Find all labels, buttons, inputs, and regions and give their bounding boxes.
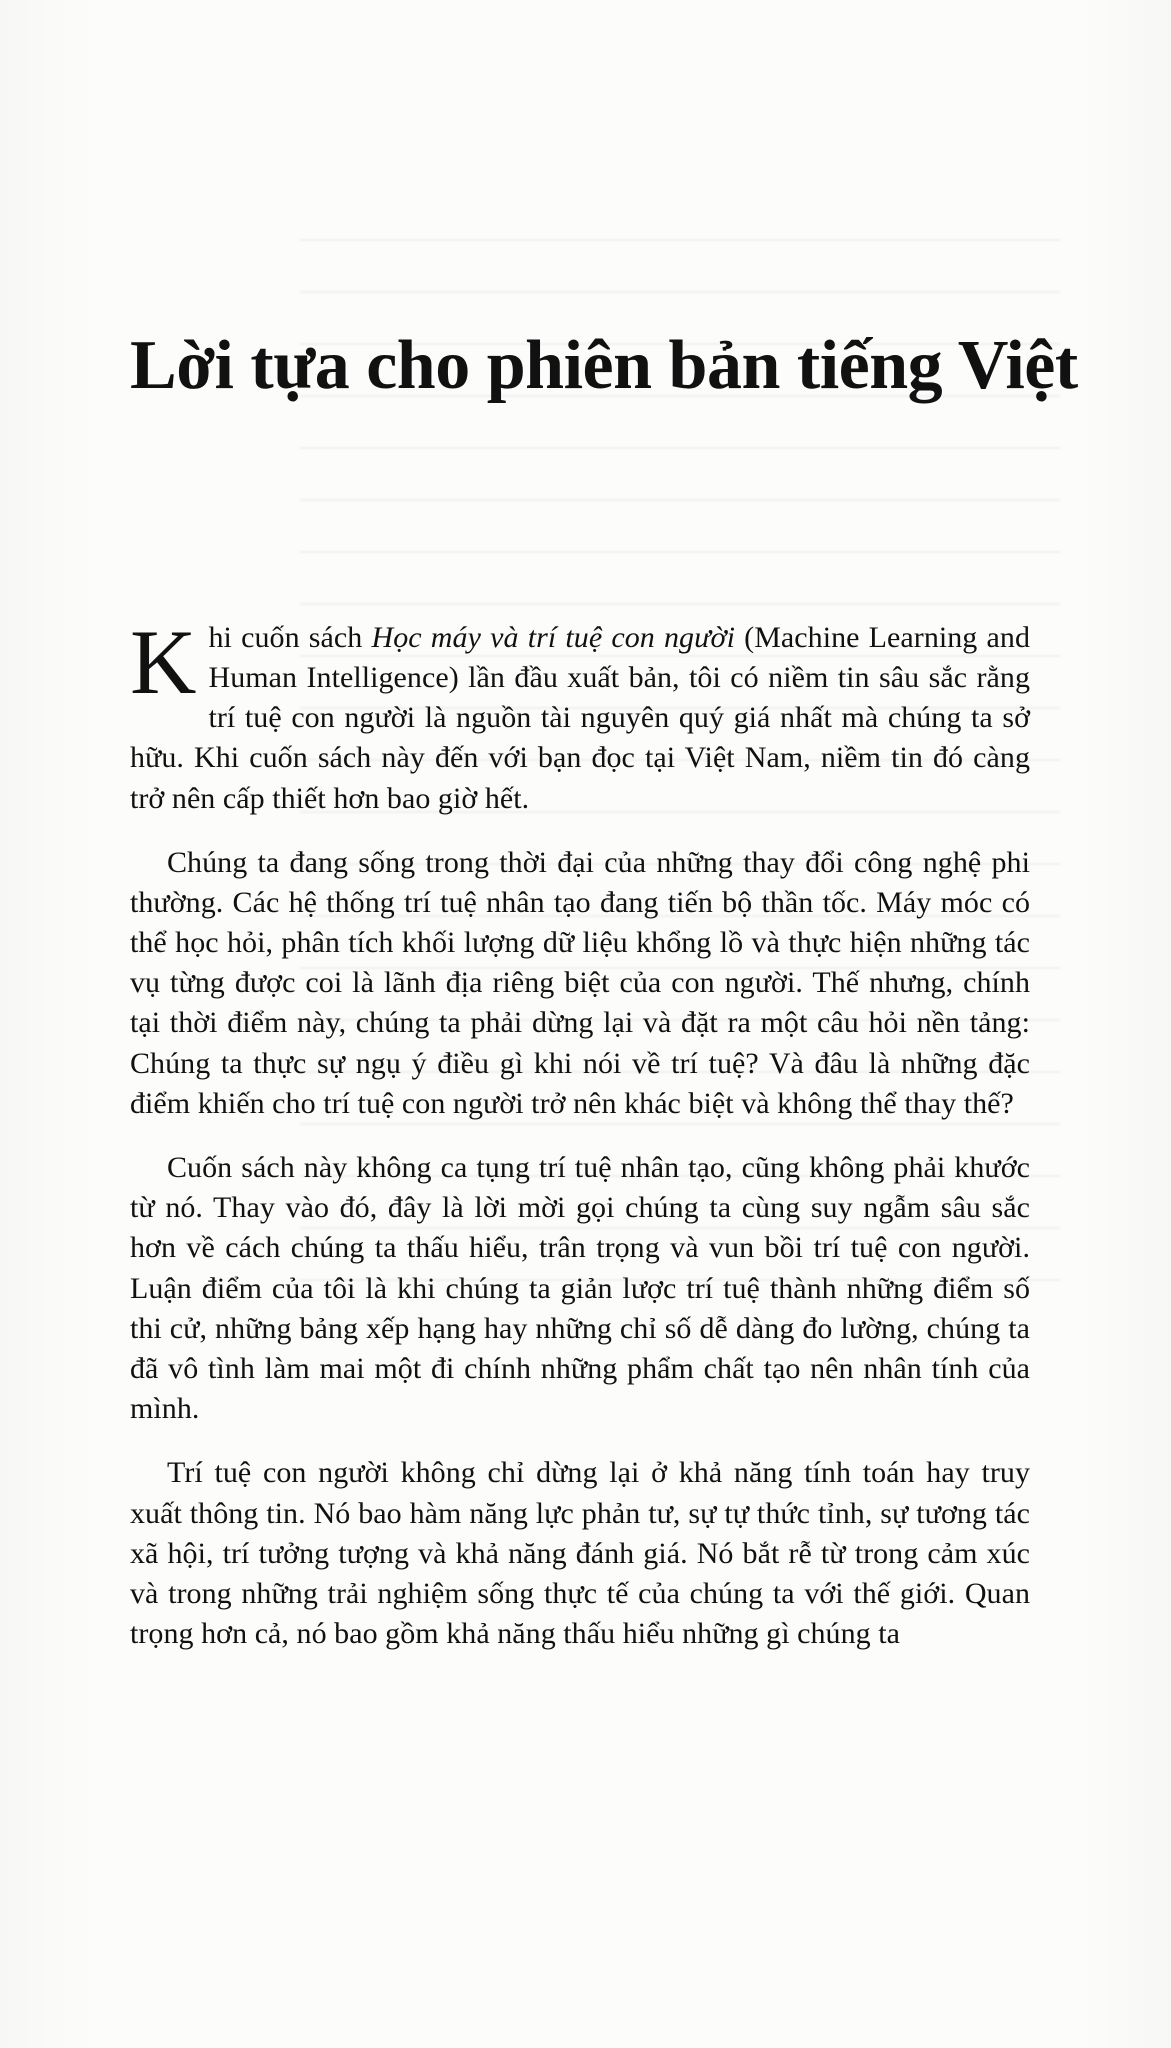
drop-cap: K <box>130 610 197 713</box>
page-content <box>130 327 1078 1678</box>
paragraph-3: Cuốn sách này không ca tụng trí tuệ nhân tạo, cũng không phải khước từ nó. Thay vào đó, đây là lời mời gọi chúng ta cùng suy ngẫm sâu sắc hơn về cách chúng ta thấu hiểu, trân trọng và vun bồi trí tuệ con người. Luận điểm của tôi là khi chúng ta giản lược trí tuệ thành những điểm số thi cử, những bảng xếp hạng hay những chỉ số dễ dàng đo lường, chúng ta đã vô tình làm mai một đi chính những phẩm chất tạo nên nhân tính của mình. <box>130 1151 1030 1426</box>
paragraph-1 <box>130 610 1031 819</box>
paragraph-4: Trí tuệ con người không chỉ dừng lại ở khả năng tính toán hay truy xuất thông tin. Nó bao hàm năng lực phản tư, sự tự thức tỉnh, sự tương tác xã hội, trí tưởng tượng và khả năng đánh giá. Nó bắt rễ từ trong cảm xúc và trong những trải nghiệm sống thực tế của chúng ta với thế giới. Quan trọng hơn cả, nó bao gồm khả năng thấu hiểu những gì chúng ta <box>130 1456 1030 1651</box>
paragraph-1-opening: hi cuốn sách <box>208 620 372 654</box>
book-title-italic: Học máy và trí tuệ con người <box>371 620 735 654</box>
paragraph-1-continuation: (Machine Learning and Human Intelligence) lần đầu xuất bản, tôi có niềm tin sâu sắc rằng trí tuệ con người là nguồn tài nguyên quý giá nhất mà chúng ta sở hữu. Khi cuốn sách này đến với bạn đọc tại Việt Nam, niềm tin đó càng trở nên cấp thiết hơn bao giờ hết. <box>130 620 1031 815</box>
page-title: Lời tựa cho phiên bản tiếng Việt <box>130 327 1078 404</box>
body-text <box>130 610 1031 1655</box>
paragraph-2: Chúng ta đang sống trong thời đại của những thay đổi công nghệ phi thường. Các hệ thống trí tuệ nhân tạo đang tiến bộ thần tốc. Máy móc có thể học hỏi, phân tích khối lượng dữ liệu khổng lồ và thực hiện những tác vụ từng được coi là lãnh địa riêng biệt của con người. Thế nhưng, chính tại thời điểm này, chúng ta phải dừng lại và đặt ra một câu hỏi nền tảng: Chúng ta thực sự ngụ ý điều gì khi nói về trí tuệ? Và đâu là những đặc điểm khiến cho trí tuệ con người trở nên khác biệt và không thể thay thế? <box>130 845 1030 1120</box>
